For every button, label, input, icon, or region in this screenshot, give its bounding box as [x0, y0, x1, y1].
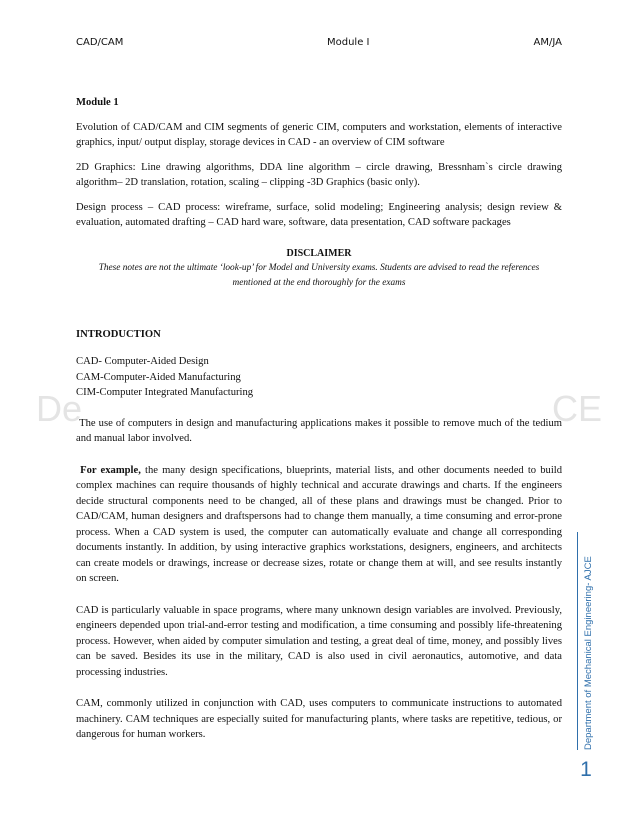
disclaimer-title: DISCLAIMER: [286, 247, 352, 259]
definition-item: CAM-Computer-Aided Manufacturing: [76, 371, 241, 383]
example-text: the many design specifications, blueprints, material lists, and other documents needed to build complex machines can require thousands of highly technical and accurate drawings and charts. If the engineers decide structural components need to be changed, all of these plans and drawings must be changed. Prior to CAD/CAM, human designers and draftspersons had to change them manually, a time consuming and error-prone process. When a CAD system is used, the computer can automatically evaluate and change all corresponding documents instantly. In addition, by using interactive graphics workstations, designers, engineers, and architects can create models or drawings, increase or decrease sizes, rotate or change them at will, and see results instantly on screen.: [76, 464, 563, 584]
header-course: CAD/CAM: [76, 37, 124, 48]
module-title: Module 1: [76, 97, 119, 108]
page-header: [76, 37, 562, 53]
cam-paragraph: CAM, commonly utilized in conjunction with CAD, uses computers to communicate instructions to automated machinery. CAM techniques are especially suited for manufacturing plants, where tasks are repetitive, tedious, or dangerous for human workers.: [76, 698, 562, 740]
intro-paragraph-text: The use of computers in design and manufacturing applications makes it possible to remove much of the tedium and manual labor involved.: [76, 417, 562, 444]
example-paragraph: [76, 463, 562, 587]
syllabus-paragraph: Design process – CAD process: wireframe, surface, solid modeling; Engineering analysis; design review & evaluation, automated drafting – CAD hard ware, software, data presentation, CAD software packages: [76, 201, 562, 228]
syllabus-paragraph: 2D Graphics: Line drawing algorithms, DDA line algorithm – circle drawing, Bressnham`s circle drawing algorithm– 2D translation, rotation, scaling – clipping -3D Graphics (basic only).: [76, 161, 562, 188]
sidebar-rule: [577, 532, 578, 750]
definition-item: CIM-Computer Integrated Manufacturing: [76, 387, 254, 398]
syllabus-paragraph: Evolution of CAD/CAM and CIM segments of generic CIM, computers and workstation, elements of interactive graphics, input/ output display, storage devices in CAD - an overview of CIM software: [76, 121, 562, 148]
example-lead: For example,: [80, 464, 141, 476]
header-authors: AM/JA: [533, 37, 562, 48]
document-body: [76, 95, 562, 759]
watermark-left: De: [36, 388, 83, 429]
header-module: Module I: [327, 37, 370, 48]
introduction-heading: INTRODUCTION: [76, 328, 161, 340]
cad-space-paragraph: CAD is particularly valuable in space programs, where many unknown design variables are involved. Previously, engineers depended upon trial-and-error testing and modification, a time consuming and possibly life-threatening process. However, when aided by computer simulation and testing, a great deal of time, money, and possibly lives can be saved. Besides its use in the military, CAD is also used in civil aeronautics, automotive, and data processing industries.: [76, 604, 562, 678]
definitions-list: [76, 354, 562, 401]
intro-paragraph: [76, 416, 562, 447]
disclaimer-text: These notes are not the ultimate ‘look-up’ for Model and University exams. Students are advised to read the references mentioned at the end thoroughly for the exams: [98, 262, 540, 288]
definition-item: CAD- Computer-Aided Design: [76, 356, 209, 367]
department-label: Department of Mechanical Engineering- AJCE: [583, 556, 594, 750]
watermark-right: CE: [551, 388, 602, 429]
page-number: 1: [580, 758, 592, 781]
disclaimer-block: [76, 247, 562, 291]
